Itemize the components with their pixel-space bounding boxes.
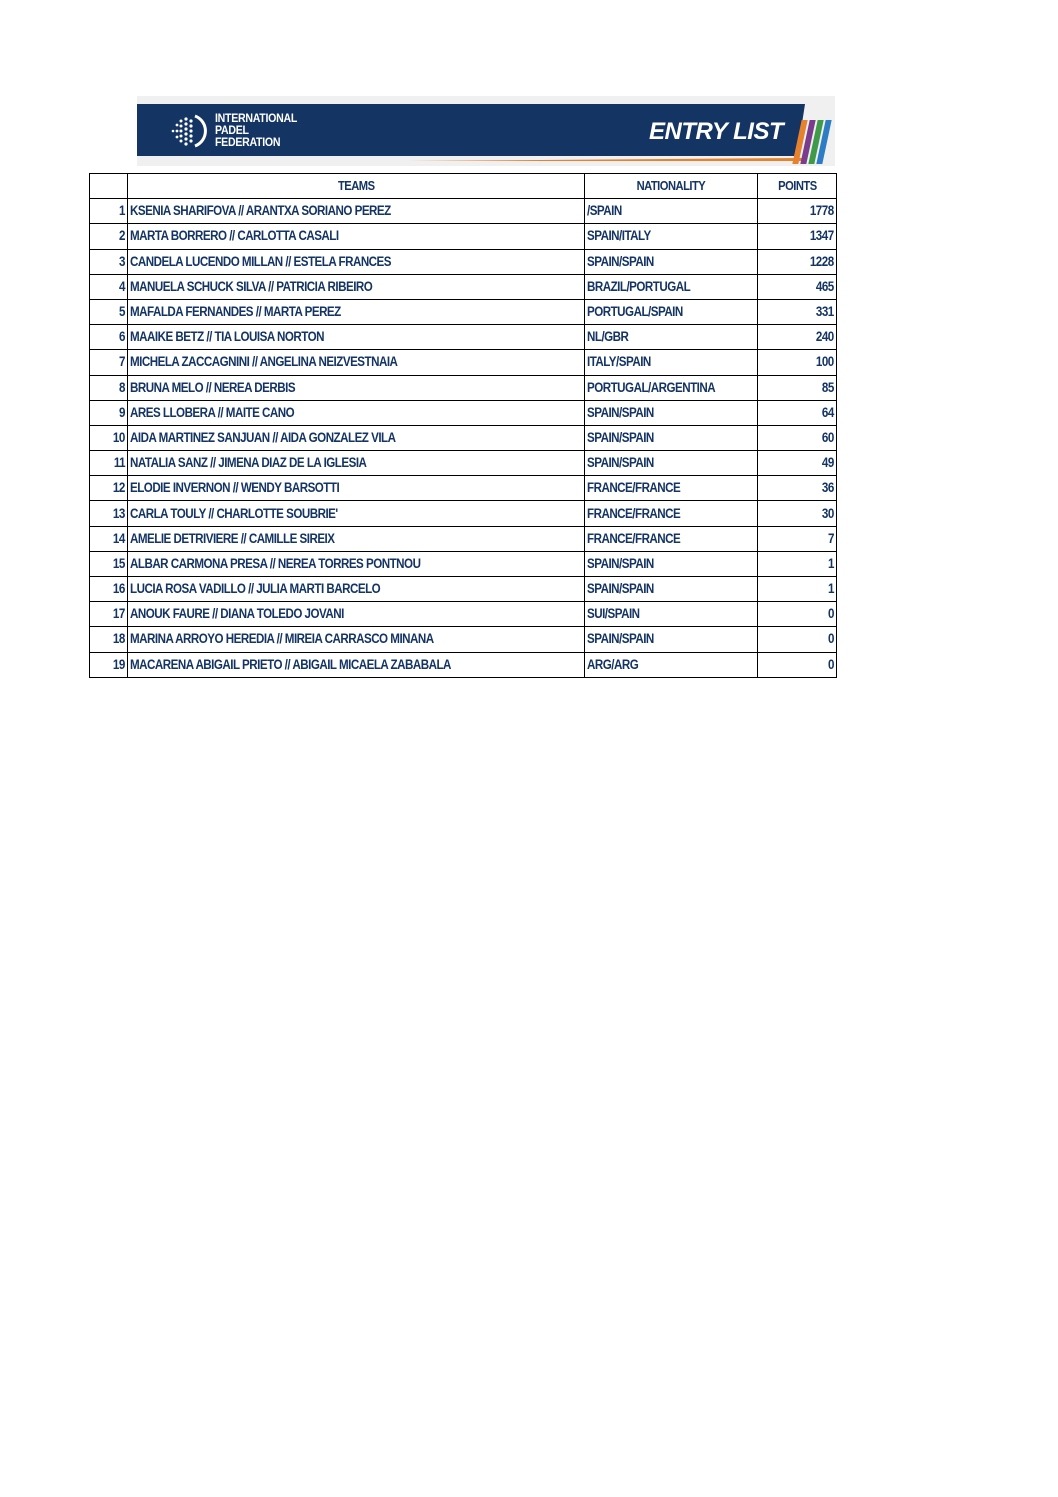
team-name: LUCIA ROSA VADILLO // JULIA MARTI BARCELO — [130, 581, 381, 597]
table-row — [90, 602, 837, 627]
points-cell — [757, 350, 836, 375]
table-row — [90, 224, 837, 249]
padel-federation-logo-icon — [167, 113, 207, 149]
nationality: SPAIN/SPAIN — [586, 253, 654, 269]
points-cell — [757, 274, 836, 299]
team-cell — [128, 375, 585, 400]
nationality: SPAIN/SPAIN — [586, 404, 654, 420]
team-cell — [128, 299, 585, 324]
column-header-teams — [128, 174, 585, 199]
team-name: CANDELA LUCENDO MILLAN // ESTELA FRANCES — [130, 253, 392, 269]
table-row — [90, 476, 837, 501]
nationality: ARG/ARG — [586, 656, 638, 672]
team-name: MARINA ARROYO HEREDIA // MIREIA CARRASCO MINANA — [130, 631, 434, 647]
nationality: FRANCE/FRANCE — [586, 480, 680, 496]
points-cell — [757, 224, 836, 249]
row-number: 18 — [113, 631, 126, 647]
nationality: SUI/SPAIN — [586, 606, 640, 622]
nationality: BRAZIL/PORTUGAL — [586, 278, 690, 294]
team-cell — [128, 476, 585, 501]
team-name: BRUNA MELO // NEREA DERBIS — [130, 379, 296, 395]
nationality-cell — [584, 602, 757, 627]
points: 64 — [822, 404, 834, 420]
row-number-cell — [90, 551, 128, 576]
nationality-cell — [584, 551, 757, 576]
points-cell — [757, 551, 836, 576]
federation-name-line: INTERNATIONAL — [215, 113, 298, 125]
team-cell — [128, 602, 585, 627]
nationality: SPAIN/SPAIN — [586, 581, 654, 597]
points: 85 — [822, 379, 834, 395]
team-cell — [128, 325, 585, 350]
row-number-cell — [90, 627, 128, 652]
nationality-cell — [584, 325, 757, 350]
table-row — [90, 400, 837, 425]
points: 30 — [822, 505, 834, 521]
team-cell — [128, 199, 585, 224]
row-number-cell — [90, 249, 128, 274]
nationality-cell — [584, 652, 757, 677]
nationality: SPAIN/SPAIN — [586, 555, 654, 571]
team-cell — [128, 652, 585, 677]
row-number-cell — [90, 476, 128, 501]
row-number: 14 — [113, 530, 126, 546]
nationality: ITALY/SPAIN — [586, 354, 651, 370]
team-cell — [128, 274, 585, 299]
nationality: NL/GBR — [586, 329, 629, 345]
nationality-cell — [584, 501, 757, 526]
points: 60 — [822, 429, 834, 445]
points: 0 — [828, 656, 834, 672]
team-name: MAFALDA FERNANDES // MARTA PEREZ — [130, 304, 341, 320]
points: 49 — [822, 455, 834, 471]
nationality: PORTUGAL/ARGENTINA — [586, 379, 715, 395]
team-name: MAAIKE BETZ // TIA LOUISA NORTON — [130, 329, 325, 345]
row-number-cell — [90, 602, 128, 627]
row-number: 13 — [113, 505, 126, 521]
nationality: PORTUGAL/SPAIN — [586, 304, 683, 320]
team-name: MARTA BORRERO // CARLOTTA CASALI — [130, 228, 339, 244]
row-number-cell — [90, 425, 128, 450]
table-row — [90, 425, 837, 450]
team-name: ELODIE INVERNON // WENDY BARSOTTI — [130, 480, 340, 496]
points: 7 — [828, 530, 834, 546]
points-cell — [757, 501, 836, 526]
nationality-cell — [584, 476, 757, 501]
nationality-cell — [584, 249, 757, 274]
points-cell — [757, 652, 836, 677]
nationality-cell — [584, 526, 757, 551]
table-row — [90, 350, 837, 375]
points-cell — [757, 325, 836, 350]
points: 1 — [828, 581, 834, 597]
nationality-cell — [584, 350, 757, 375]
points: 465 — [816, 278, 834, 294]
column-header-label: POINTS — [777, 178, 817, 194]
nationality-cell — [584, 375, 757, 400]
points: 0 — [828, 606, 834, 622]
table-body — [90, 199, 837, 678]
points-cell — [757, 375, 836, 400]
team-name: ANOUK FAURE // DIANA TOLEDO JOVANI — [130, 606, 344, 622]
row-number: 8 — [119, 379, 126, 395]
points-cell — [757, 299, 836, 324]
team-cell — [128, 501, 585, 526]
nationality-cell — [584, 299, 757, 324]
team-cell — [128, 350, 585, 375]
nationality-cell — [584, 425, 757, 450]
points-cell — [757, 400, 836, 425]
row-number: 11 — [113, 455, 126, 471]
team-cell — [128, 249, 585, 274]
row-number-cell — [90, 577, 128, 602]
points: 1 — [828, 555, 834, 571]
points: 1228 — [810, 253, 834, 269]
nationality-cell — [584, 451, 757, 476]
team-cell — [128, 526, 585, 551]
page-title: ENTRY LIST — [649, 118, 784, 145]
row-number-cell — [90, 325, 128, 350]
table-row — [90, 652, 837, 677]
team-cell — [128, 400, 585, 425]
table-header-row — [90, 174, 837, 199]
row-number: 2 — [119, 228, 126, 244]
points-cell — [757, 526, 836, 551]
nationality: SPAIN/SPAIN — [586, 631, 654, 647]
team-cell — [128, 551, 585, 576]
points-cell — [757, 451, 836, 476]
points-cell — [757, 199, 836, 224]
team-cell — [128, 577, 585, 602]
column-header-nationality — [584, 174, 757, 199]
team-name: MICHELA ZACCAGNINI // ANGELINA NEIZVESTNAIA — [130, 354, 398, 370]
team-cell — [128, 627, 585, 652]
column-header-label: TEAMS — [337, 178, 375, 194]
column-header-points — [757, 174, 836, 199]
table-row — [90, 627, 837, 652]
table-row — [90, 274, 837, 299]
points: 331 — [816, 304, 834, 320]
table-row — [90, 501, 837, 526]
points-cell — [757, 249, 836, 274]
nationality: FRANCE/FRANCE — [586, 530, 680, 546]
team-name: AMELIE DETRIVIERE // CAMILLE SIREIX — [130, 530, 335, 546]
table-row — [90, 375, 837, 400]
points: 0 — [828, 631, 834, 647]
points: 1778 — [810, 203, 834, 219]
banner-orange-line — [407, 158, 802, 161]
team-cell — [128, 425, 585, 450]
nationality-cell — [584, 224, 757, 249]
nationality: SPAIN/SPAIN — [586, 429, 654, 445]
points: 1347 — [810, 228, 834, 244]
table-row — [90, 199, 837, 224]
team-name: CARLA TOULY // CHARLOTTE SOUBRIE' — [130, 505, 338, 521]
table-row — [90, 249, 837, 274]
table-row — [90, 451, 837, 476]
row-number-cell — [90, 375, 128, 400]
team-name: ALBAR CARMONA PRESA // NEREA TORRES PONTNOU — [130, 555, 421, 571]
row-number: 19 — [113, 656, 126, 672]
nationality-cell — [584, 400, 757, 425]
row-number: 15 — [113, 555, 126, 571]
row-number: 6 — [119, 329, 126, 345]
team-name: MANUELA SCHUCK SILVA // PATRICIA RIBEIRO — [130, 278, 373, 294]
row-number: 4 — [119, 278, 126, 294]
nationality: SPAIN/SPAIN — [586, 455, 654, 471]
federation-name-line: FEDERATION — [215, 137, 281, 149]
points-cell — [757, 476, 836, 501]
federation-name — [215, 113, 297, 149]
nationality-cell — [584, 577, 757, 602]
nationality-cell — [584, 274, 757, 299]
team-name: KSENIA SHARIFOVA // ARANTXA SORIANO PEREZ — [130, 203, 391, 219]
points-cell — [757, 577, 836, 602]
team-name: NATALIA SANZ // JIMENA DIAZ DE LA IGLESIA — [130, 455, 367, 471]
row-number: 7 — [119, 354, 126, 370]
table-row — [90, 526, 837, 551]
row-number-cell — [90, 501, 128, 526]
row-number-cell — [90, 299, 128, 324]
team-cell — [128, 224, 585, 249]
row-number: 5 — [119, 304, 126, 320]
nationality-cell — [584, 199, 757, 224]
team-name: AIDA MARTINEZ SANJUAN // AIDA GONZALEZ VILA — [130, 429, 396, 445]
row-number: 16 — [113, 581, 126, 597]
team-cell — [128, 451, 585, 476]
table-row — [90, 325, 837, 350]
entry-list-banner — [137, 96, 835, 166]
nationality-cell — [584, 627, 757, 652]
points-cell — [757, 627, 836, 652]
row-number-cell — [90, 274, 128, 299]
column-header-label: NATIONALITY — [636, 178, 706, 194]
nationality: /SPAIN — [586, 203, 622, 219]
nationality: SPAIN/ITALY — [586, 228, 651, 244]
row-number: 17 — [113, 606, 126, 622]
row-number-cell — [90, 526, 128, 551]
row-number: 3 — [119, 253, 126, 269]
row-number-cell — [90, 224, 128, 249]
table-row — [90, 551, 837, 576]
team-name: ARES LLOBERA // MAITE CANO — [130, 404, 295, 420]
row-number-cell — [90, 350, 128, 375]
federation-name-line: PADEL — [215, 125, 249, 137]
team-name: MACARENA ABIGAIL PRIETO // ABIGAIL MICAELA ZABABALA — [130, 656, 451, 672]
row-number: 1 — [119, 203, 126, 219]
points-cell — [757, 602, 836, 627]
points: 100 — [816, 354, 834, 370]
column-header-number — [90, 174, 128, 199]
row-number: 10 — [113, 429, 126, 445]
row-number-cell — [90, 199, 128, 224]
entry-list-table — [89, 173, 837, 678]
points: 36 — [822, 480, 834, 496]
row-number: 9 — [119, 404, 126, 420]
row-number: 12 — [113, 480, 126, 496]
nationality: FRANCE/FRANCE — [586, 505, 680, 521]
points-cell — [757, 425, 836, 450]
row-number-cell — [90, 400, 128, 425]
row-number-cell — [90, 652, 128, 677]
points: 240 — [816, 329, 834, 345]
table-row — [90, 299, 837, 324]
row-number-cell — [90, 451, 128, 476]
table-row — [90, 577, 837, 602]
